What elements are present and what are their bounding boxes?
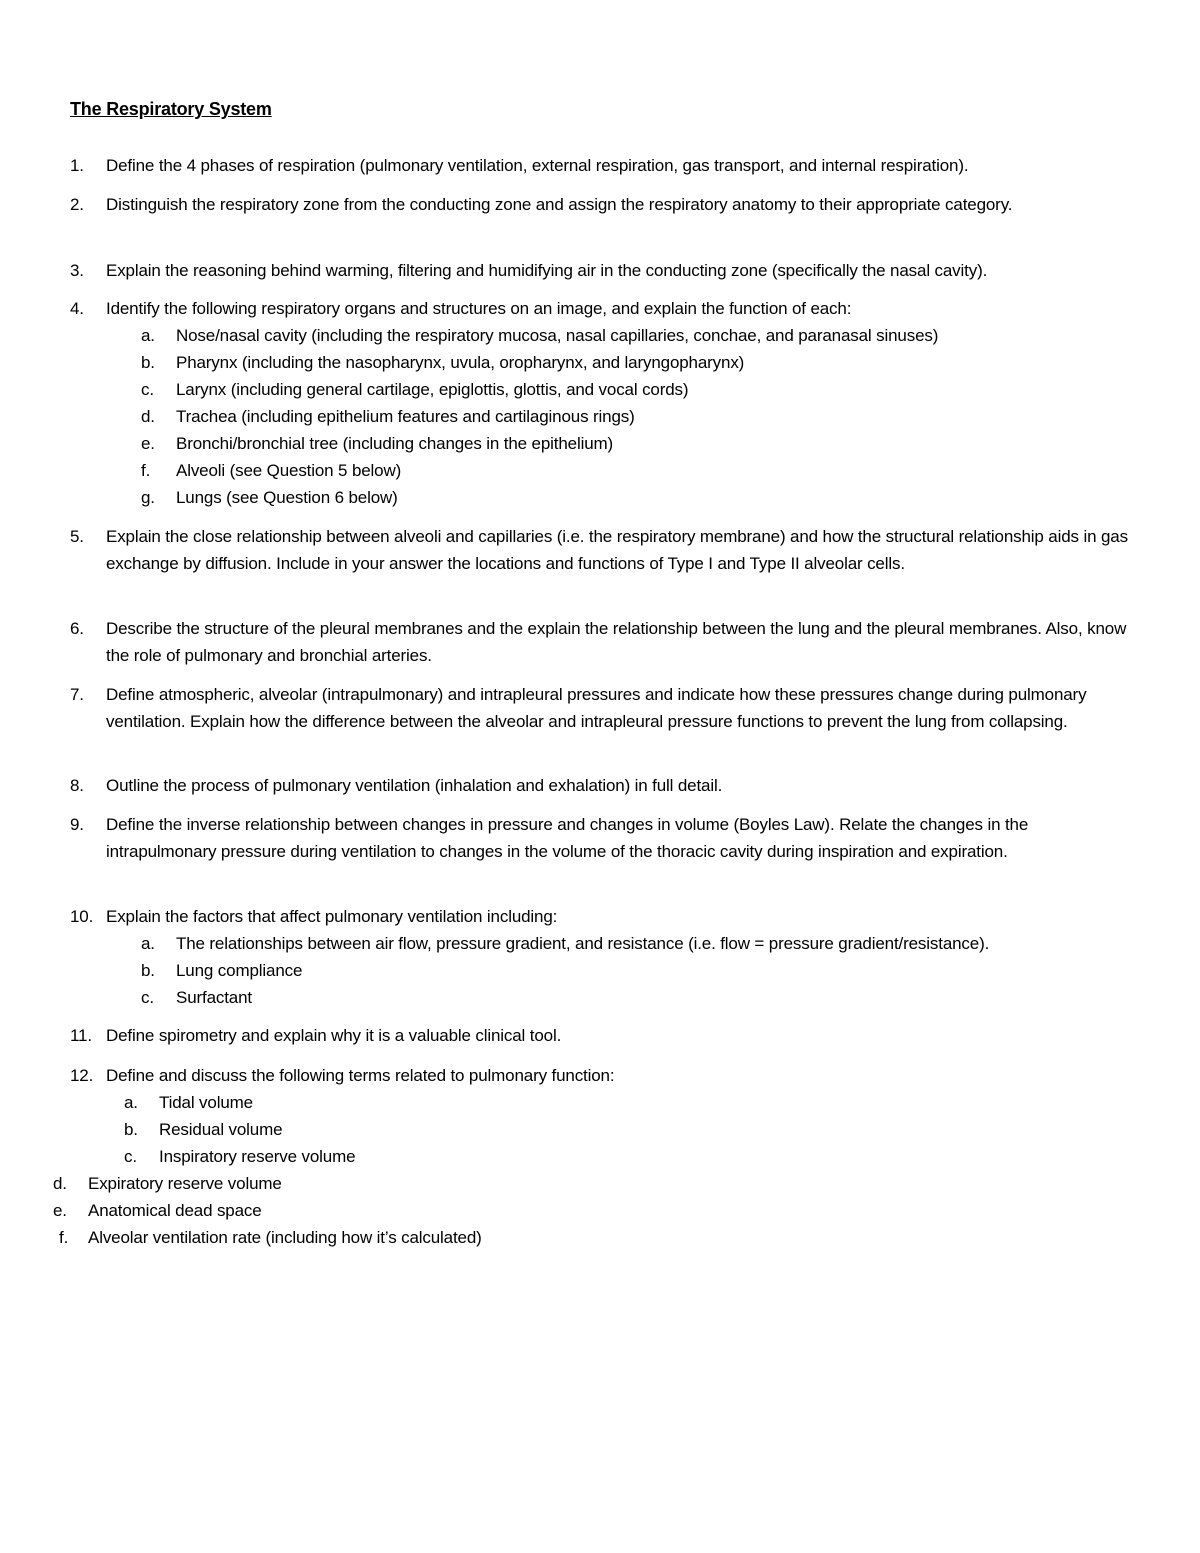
- subitem-text: Bronchi/bronchial tree (including changes in the epithelium): [176, 434, 614, 453]
- subitem-letter: c.: [141, 988, 154, 1007]
- question-text: Identify the following respiratory organs and structures on an image, and explain the function of each:: [106, 299, 852, 318]
- subitem-letter: e.: [141, 434, 155, 453]
- question-number: 5.: [70, 527, 84, 546]
- subitem-letter: d.: [141, 407, 155, 426]
- page-title: The Respiratory System: [70, 99, 272, 119]
- question-text: Define the 4 phases of respiration (pulmonary ventilation, external respiration, gas transport, and internal respiration).: [106, 156, 969, 175]
- question-number: 7.: [70, 685, 84, 704]
- question-2: [70, 191, 1140, 218]
- question-11: [70, 1022, 1140, 1049]
- question-8: [70, 772, 1140, 799]
- question-text: Describe the structure of the pleural membranes and the explain the relationship between the lung and the pleural membranes. Also, know the role of pulmonary and bronchial arteries.: [106, 619, 1127, 665]
- question-number: 3.: [70, 261, 84, 280]
- subitem-letter: b.: [141, 353, 155, 372]
- subitem-letter: d.: [53, 1174, 67, 1193]
- question-1: [70, 152, 1140, 179]
- subitem-letter: a.: [141, 934, 155, 953]
- subitem-letter: b.: [124, 1120, 138, 1139]
- question-number: 8.: [70, 776, 84, 795]
- question-number: 11.: [70, 1026, 92, 1045]
- subitem-text: The relationships between air flow, pressure gradient, and resistance (i.e. flow = pressure gradient/resistance).: [176, 934, 990, 953]
- subitem-letter: f.: [59, 1228, 69, 1247]
- question-text: Define the inverse relationship between changes in pressure and changes in volume (Boyles Law). Relate the changes in the intrapulmonary pressure during ventilation to changes in the volume of the thoracic cavity during inspiration and expiration.: [106, 815, 1029, 861]
- question-12: [70, 1062, 1140, 1089]
- subitem-text: Nose/nasal cavity (including the respiratory mucosa, nasal capillaries, conchae, and paranasal sinuses): [176, 326, 939, 345]
- question-text: Explain the factors that affect pulmonary ventilation including:: [106, 907, 558, 926]
- question-number: 1.: [70, 156, 84, 175]
- subitem-letter: g.: [141, 488, 155, 507]
- question-5: [70, 523, 1140, 577]
- question-number: 4.: [70, 299, 84, 318]
- question-text: Outline the process of pulmonary ventilation (inhalation and exhalation) in full detail.: [106, 776, 723, 795]
- question-9: [70, 811, 1140, 865]
- question-text: Distinguish the respiratory zone from the conducting zone and assign the respiratory anatomy to their appropriate category.: [106, 195, 1013, 214]
- subitem-text: Alveolar ventilation rate (including how it’s calculated): [88, 1228, 482, 1247]
- question-number: 2.: [70, 195, 84, 214]
- question-text: Explain the close relationship between alveoli and capillaries (i.e. the respiratory membrane) and how the structural relationship aids in gas exchange by diffusion. Include in your answer the locations and functions of Type I and Type II alveolar cells.: [106, 527, 1128, 573]
- question-text: Explain the reasoning behind warming, filtering and humidifying air in the conducting zone (specifically the nasal cavity).: [106, 261, 988, 280]
- subitem-text: Larynx (including general cartilage, epiglottis, glottis, and vocal cords): [176, 380, 689, 399]
- subitem-text: Surfactant: [176, 988, 252, 1007]
- subitem-text: Expiratory reserve volume: [88, 1174, 282, 1193]
- subitem-letter: a.: [124, 1093, 138, 1112]
- subitem-text: Alveoli (see Question 5 below): [176, 461, 402, 480]
- subitem-letter: c.: [124, 1147, 137, 1166]
- subitem-text: Tidal volume: [159, 1093, 253, 1112]
- subitem-letter: a.: [141, 326, 155, 345]
- subitem-text: Anatomical dead space: [88, 1201, 262, 1220]
- subitem-letter: e.: [53, 1201, 67, 1220]
- question-4: [70, 295, 1140, 322]
- question-number: 9.: [70, 815, 84, 834]
- question-number: 6.: [70, 619, 84, 638]
- subitem-letter: f.: [141, 461, 151, 480]
- question-number: 10.: [70, 907, 94, 926]
- question-text: Define and discuss the following terms related to pulmonary function:: [106, 1066, 615, 1085]
- subitem-text: Pharynx (including the nasopharynx, uvula, oropharynx, and laryngopharynx): [176, 353, 745, 372]
- subitem-text: Trachea (including epithelium features and cartilaginous rings): [176, 407, 635, 426]
- question-3: [70, 257, 1140, 284]
- question-number: 12.: [70, 1066, 94, 1085]
- subitem-text: Inspiratory reserve volume: [159, 1147, 356, 1166]
- subitem-letter: b.: [141, 961, 155, 980]
- subitem-text: Lung compliance: [176, 961, 303, 980]
- question-7: [70, 681, 1140, 735]
- question-6: [70, 615, 1140, 669]
- subitem-letter: c.: [141, 380, 154, 399]
- question-text: Define atmospheric, alveolar (intrapulmonary) and intrapleural pressures and indicate how these pressures change during pulmonary ventilation. Explain how the difference between the alveolar and intrapleural pressure functions to prevent the lung from collapsing.: [106, 685, 1087, 731]
- question-10: [70, 903, 1140, 930]
- question-text: Define spirometry and explain why it is a valuable clinical tool.: [106, 1026, 562, 1045]
- subitem-text: Residual volume: [159, 1120, 283, 1139]
- subitem-text: Lungs (see Question 6 below): [176, 488, 398, 507]
